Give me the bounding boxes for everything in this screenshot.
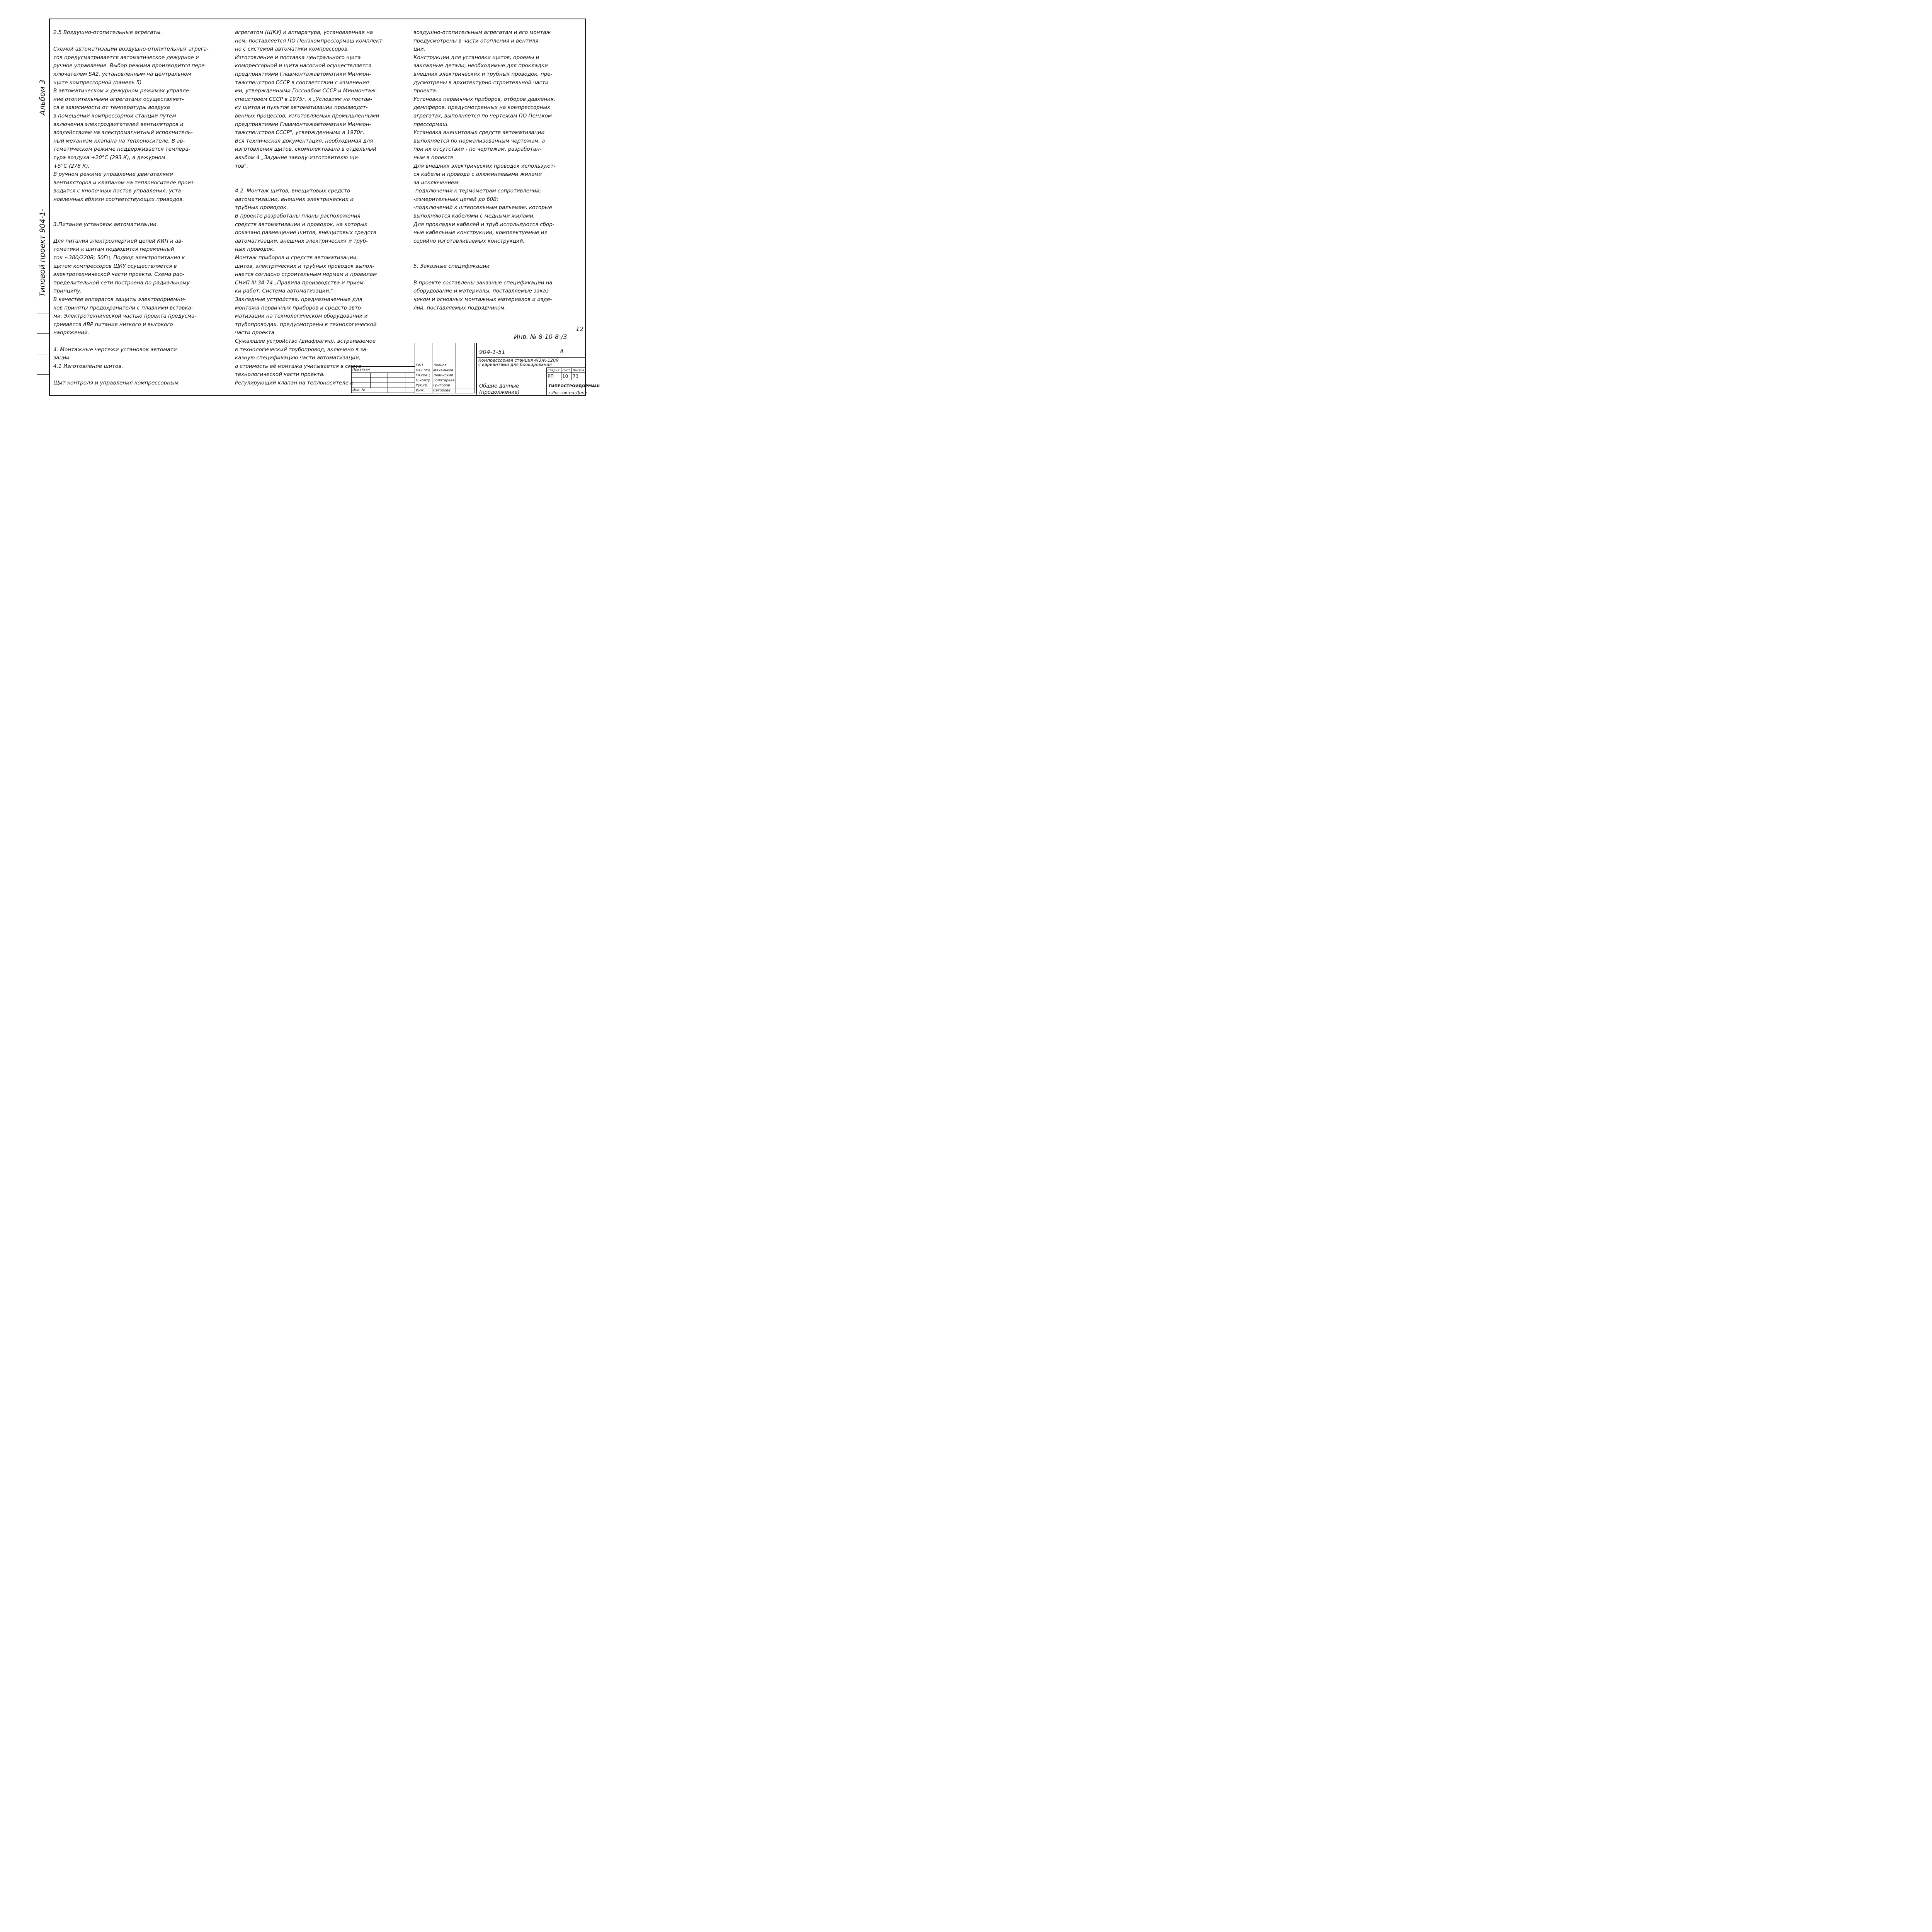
text-line: СНиП III-34-74 „Правила производства и прием- (235, 280, 366, 286)
text-line: пределительной сети построена по радиальному (53, 280, 190, 286)
text-line: ключателем SA2, установленным на центральном (53, 71, 191, 77)
role-5: Инж. (415, 388, 432, 393)
text-line: компрессорной и щита насосной осуществляется (235, 63, 371, 69)
text-line: Закладные устройства, предназначенные для (235, 297, 362, 303)
section-heading: 4.1 Изготовление щитов. (53, 363, 123, 369)
text-column-1 (53, 29, 229, 388)
text-line: ми, утвержденными Госснабом СССР и Минмонтаж- (235, 88, 378, 94)
text-line: Установка внещитовых средств автоматизации (413, 130, 545, 136)
text-line: средств автоматизации и проводок, на которых (235, 221, 367, 228)
text-line: технологической части проекта. (235, 372, 325, 378)
text-line: томатическом режиме поддерживается темпера- (53, 146, 190, 153)
text-line: +5°C (278 К). (53, 163, 90, 169)
name-4: Григоров (432, 383, 456, 388)
text-line (53, 229, 229, 237)
text-column-3 (413, 29, 585, 312)
text-line: венных процессов, изготовляемых промышленными (235, 113, 379, 119)
inv-label: Инв. № (352, 388, 388, 393)
text-line: монтажа первичных приборов и средств авто- (235, 305, 363, 311)
text-line (235, 179, 411, 187)
stage-label: Стадия (547, 368, 561, 373)
text-line: а стоимость её монтажа учитывается в смете (235, 363, 362, 369)
text-line: ние отопительными агрегатами осуществляет- (53, 96, 184, 102)
text-line: лий, поставляемых подрядчиком. (413, 305, 506, 311)
org-city: г.Ростов-на-Дону (549, 390, 587, 395)
project-name-2: с вариантами для блокирования (478, 362, 552, 367)
text-line: тривается АВР питания низкого и высокого (53, 321, 173, 328)
text-line: Изготовление и поставка центрального щита (235, 54, 361, 61)
inventory-number: Инв. № 8-10-8-/3 (514, 333, 567, 340)
text-line: дусмотрены в архитектурно-строительной части (413, 80, 549, 86)
text-line: тов предусматривается автоматическое дежурное и (53, 54, 199, 61)
text-line: зации. (53, 355, 71, 361)
text-line: водится с кнопочных постов управления, уста- (53, 188, 183, 194)
role-4: Рук.гр. (415, 383, 432, 388)
text-line: ции. (413, 46, 425, 53)
text-line: ки работ. Система автоматизации." (235, 288, 333, 294)
text-line: оборудование и материалы, поставляемые заказ- (413, 288, 551, 294)
text-line (235, 170, 411, 179)
name-1: Маханьков (432, 368, 456, 373)
stage-table (546, 367, 586, 380)
text-line: В качестве аппаратов защиты электроприемни- (53, 297, 186, 303)
text-line: томатики к щитам подводится переменный (53, 247, 174, 253)
text-line: ми. Электротехнической частью проекта предуcма- (53, 313, 197, 320)
section-heading: 3.Питание установок автоматизации. (53, 221, 158, 228)
text-line: в технологический трубопровод, включено в за- (235, 347, 368, 353)
text-line: В проекте составлены заказные спецификации на (413, 280, 553, 286)
text-line: воздушно-отопительным агрегатам и его монтаж (413, 30, 551, 36)
text-line: выполняется по нормализованным чертежам, а (413, 138, 545, 144)
text-line: спецстроем СССР в 1975г. к „Условиям на постав- (235, 96, 372, 102)
text-line: но с системой автоматики компрессоров. (235, 46, 349, 53)
text-line: ку щитов и пультов автоматизации производст- (235, 105, 368, 111)
text-line: тов". (235, 163, 248, 169)
text-line (53, 371, 229, 379)
text-line: воздействием на электромагнитный исполнитель- (53, 130, 193, 136)
text-line: щитам компрессоров ЩКУ осуществляется в (53, 263, 177, 269)
text-line: при их отсутствии - по чертежам, разработан- (413, 146, 542, 153)
text-line: ных проводок. (235, 247, 275, 253)
drawing-sheet (0, 0, 603, 412)
text-line: ным в проекте. (413, 155, 455, 161)
text-line: ся кабели и провода с алюминиевыми жилами (413, 172, 542, 178)
text-line: В автоматическом и дежурном режимах управле- (53, 88, 191, 94)
text-line: ся в зависимости от температуры воздуха (53, 105, 170, 111)
text-line: предприятиями Главмонтажавтоматики Минмон- (235, 121, 371, 128)
sheet-title-1: Общие данные (479, 383, 519, 389)
text-line: Установка первичных приборов, отборов давления, (413, 96, 556, 102)
text-line: -подключений к термометрам сопротивлений; (413, 188, 541, 194)
text-line: Схемой автоматизации воздушно-отопительных агрега- (53, 46, 209, 53)
side-stamp-boxes (37, 313, 49, 396)
title-block-signatures (415, 343, 476, 393)
name-0: Леонов (432, 363, 456, 368)
text-line: серийно изготавливаемых конструкций. (413, 238, 525, 244)
text-line (53, 337, 229, 346)
page-number: 12 (576, 325, 584, 333)
text-line: тажспецстроя СССР в соответствии с изменения- (235, 80, 371, 86)
text-line: няется согласно строительным нормам и правилам (235, 272, 377, 278)
text-line: казную спецификацию части автоматизации, (235, 355, 361, 361)
text-line: Вся техническая документация, необходимая для (235, 138, 373, 144)
section-heading: 4. Монтажные чертежи установок автомати- (53, 346, 179, 353)
text-line: вентиляторов и клапаном на теплоносителе произ- (53, 180, 196, 186)
name-2: Левинский (432, 373, 456, 378)
project-label: Типовой проект 904-1- (38, 209, 47, 297)
text-line: прессормаш. (413, 121, 449, 128)
text-column-2 (235, 29, 411, 388)
name-5: Сагорова (432, 388, 456, 393)
text-line: показано размещение щитов, внещитовых средств (235, 230, 376, 236)
section-heading: 2.5 Воздушно-отопительные агрегаты. (53, 29, 162, 36)
text-line: -измерительных цепей до 60В; (413, 196, 498, 202)
name-3: Золотарева (432, 378, 456, 383)
text-line: Регулирующий клапан на теплоносителе к (235, 380, 354, 386)
text-line: агрегатом (ЩКУ) и аппаратура, установленная на (235, 30, 373, 36)
text-line: Для внешних электрических проводок используют- (413, 163, 556, 169)
text-line: автоматизации, внешних электрических и труб- (235, 238, 368, 244)
section-heading: Щит контроля и управления компрессорным (53, 379, 179, 386)
text-line: Сужающее устройство (диафрагма), встраиваемое (235, 338, 376, 344)
section-heading: трубных проводок. (235, 204, 288, 211)
section-heading: 5. Заказные спецификации (413, 263, 490, 269)
text-line: ные кабельные конструкции, комплектуемые из (413, 230, 547, 236)
text-line (53, 37, 229, 46)
binding-stamp (351, 366, 415, 396)
text-line: предусмотрены в части отопления и вентиля- (413, 38, 541, 44)
text-line: Для прокладки кабелей и труб используются сбор- (413, 221, 554, 228)
text-line: Монтаж приборов и средств автоматизации, (235, 255, 358, 261)
text-line: электротехнической части проекта. Схема рас- (53, 272, 184, 278)
title-block (415, 343, 600, 396)
text-line: чиком и основных монтажных материалов и изде- (413, 297, 552, 303)
section-heading: 4.2. Монтаж щитов, внещитовых средств (235, 188, 350, 194)
role-0: ГИП (415, 363, 432, 368)
sheets-label: Листов (571, 368, 586, 373)
text-line: изготовления щитов, скомплектована в отдельный (235, 146, 377, 153)
sheet-value: 10 (561, 373, 571, 380)
project-name-1: Компрессорная станция 4(3)К-120Я (478, 358, 559, 363)
text-line: ный механизм клапана на теплоносителе. В ав- (53, 138, 185, 144)
text-line: внешних электрических и трубных проводок, пре- (413, 71, 553, 77)
text-line: ручное управление. Выбор режима производится пере- (53, 63, 207, 69)
doc-code: 904-1-51 (479, 349, 506, 355)
org-name: ГИПРОСТРОЙДОРМАШ (549, 384, 600, 388)
album-label: Альбом 3 (38, 80, 47, 116)
text-line (413, 254, 585, 262)
text-line: нем, поставляется ПО Пензкомпрессормаш комплект- (235, 38, 384, 44)
text-line: матизации на технологическом оборудовании и (235, 313, 368, 320)
text-line: тура воздуха +20°C (293 К), в дежурном (53, 155, 165, 161)
text-line (413, 270, 585, 279)
text-line: в помещении компрессорной станции путем (53, 113, 176, 119)
text-line: В ручном режиме управление двигателями (53, 172, 173, 178)
text-line: проекта. (413, 88, 438, 94)
text-line: тажспецстроя СССР", утвержденными в 1970г. (235, 130, 365, 136)
sheet-label: Лист (561, 368, 571, 373)
bound-label: Привязан (352, 367, 415, 373)
text-line: новленных вблизи соответствующих приводов. (53, 196, 184, 202)
text-line: альбом 4 „Задание заводу-изготовителю щи- (235, 155, 360, 161)
sheet-title-2: (продолжение) (479, 389, 520, 395)
text-line: Для питания электроэнергией цепей КИП и ав- (53, 238, 184, 244)
text-line: ков приняты предохранители с плавкими вставка- (53, 305, 193, 311)
text-line (413, 245, 585, 254)
role-2: Гл.спец. (415, 373, 432, 378)
text-line: принципу. (53, 288, 82, 294)
text-line (53, 212, 229, 221)
doc-letter: А (560, 349, 564, 355)
text-line: напряжений. (53, 330, 89, 336)
text-line: щите компрессорной (панель 5) (53, 80, 142, 86)
text-line: агрегатах, выполняется по чертежам ПО Пензком- (413, 113, 554, 119)
role-3: Н.контр. (415, 378, 432, 383)
text-line (53, 204, 229, 212)
text-line: предприятиями Главмонтажавтоматики Минмон- (235, 71, 371, 77)
text-line: демпферов, предусмотренных на компрессорных (413, 105, 551, 111)
sheets-value: 73 (571, 373, 586, 380)
title-block-main (476, 343, 600, 396)
role-1: Нач.отд (415, 368, 432, 373)
text-line: закладные детали, необходимые для прокладки (413, 63, 548, 69)
section-heading: автоматизации, внешних электрических и (235, 196, 354, 202)
text-line: включения электродвигателей вентиляторов и (53, 121, 184, 128)
text-line: за исключением: (413, 180, 460, 186)
text-line: В проекте разработаны планы расположения (235, 213, 361, 219)
text-line: щитов, электрических и трубных проводок выпол- (235, 263, 374, 269)
text-line: Конструкции для установки щитов, проемы и (413, 54, 539, 61)
stage-value: РП (547, 373, 561, 380)
text-line: выполняются кабелями с медными жилами. (413, 213, 535, 219)
text-line: ток ~380/220В; 50Гц. Подвод электропитания к (53, 255, 185, 261)
text-line: -подключений к штепсельным разъемам, которые (413, 205, 552, 211)
text-line: трубопроводах, предусмотрены в технологической (235, 321, 377, 328)
text-line: части проекта. (235, 330, 276, 336)
